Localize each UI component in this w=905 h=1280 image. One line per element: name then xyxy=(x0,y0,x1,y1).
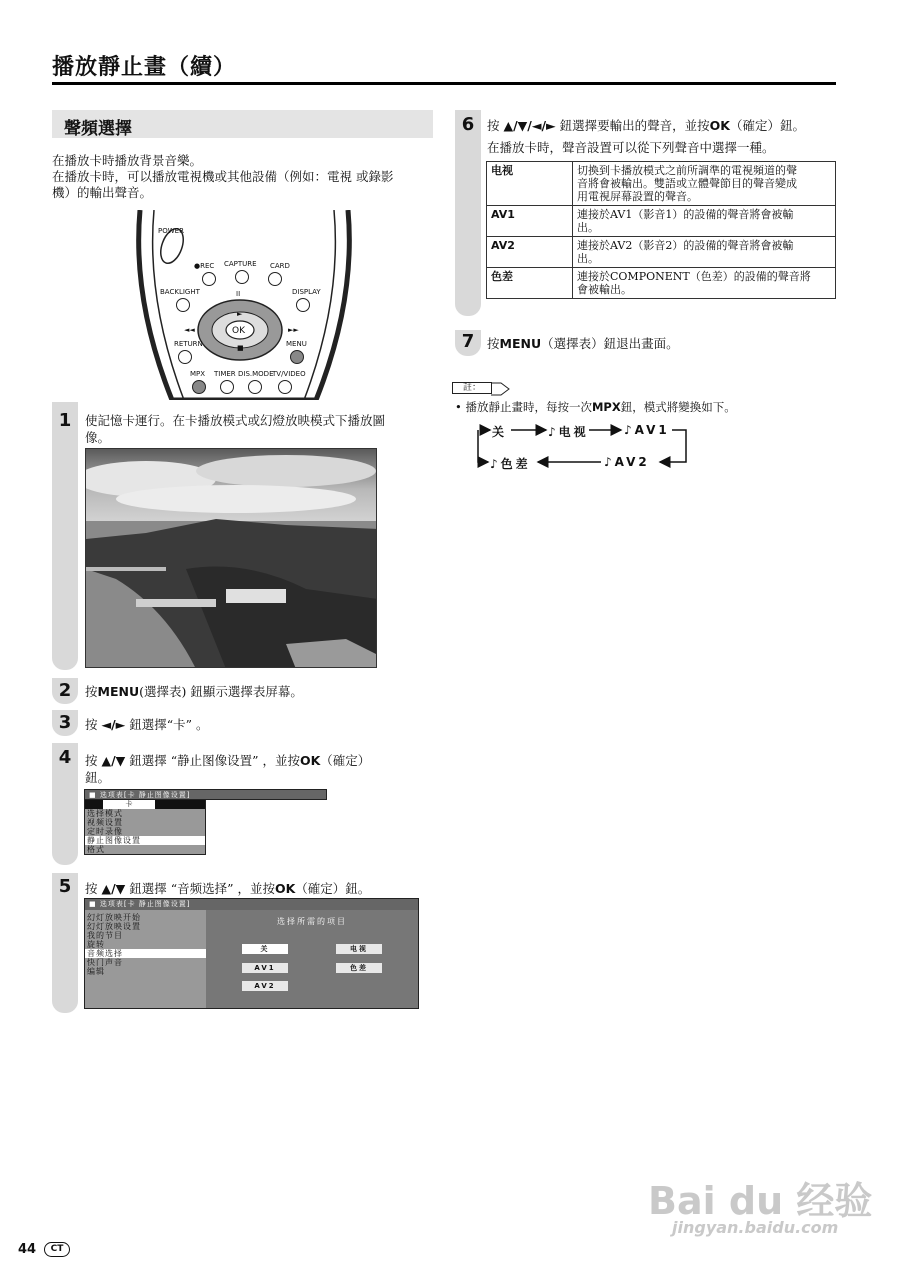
direction-arrows-icon: ▲/▼/◄/► xyxy=(503,118,556,133)
timer-button[interactable] xyxy=(220,380,234,394)
play-icon: ► xyxy=(237,310,243,318)
mpx-label: MPX xyxy=(190,370,206,378)
menu-4-tab-card[interactable]: 卡 xyxy=(103,800,155,809)
up-down-arrow-icon: ▲/▼ xyxy=(101,753,126,768)
table-key: 色差 xyxy=(487,268,573,299)
step-2-text: 按MENU(選擇表) 鈕顯示選擇表屏幕。 xyxy=(85,684,303,699)
menu-5-item-selected[interactable]: 音频选择 xyxy=(85,949,206,958)
section-heading xyxy=(52,110,433,138)
step-7-text: 按MENU（選擇表）鈕退出畫面。 xyxy=(487,336,679,351)
table-key: 电视 xyxy=(487,162,573,206)
card-label: CARD xyxy=(270,262,290,270)
timer-label: TIMER xyxy=(214,370,236,378)
stop-icon: ■ xyxy=(237,344,244,352)
sample-photo xyxy=(85,448,377,668)
menu-4-title: ■ 选项表[卡 静止图像设置] xyxy=(84,789,327,800)
flow-tv: ♪电视 xyxy=(548,425,589,439)
left-right-arrow-icon: ◄/► xyxy=(101,717,126,732)
sound-source-table xyxy=(486,161,836,299)
menu-5-item[interactable]: 编辑 xyxy=(87,967,105,976)
return-button[interactable] xyxy=(178,350,192,364)
menu-4-item[interactable]: 定时录像 xyxy=(87,827,123,836)
return-label: RETURN xyxy=(174,340,203,348)
table-desc: 連接於AV1（影音1）的設備的聲音將會被輸 出。 xyxy=(573,206,836,237)
option-av2[interactable]: AV2 xyxy=(242,981,288,991)
capture-button[interactable] xyxy=(235,270,249,284)
flow-component: ♪色差 xyxy=(490,457,531,471)
step-2-number: 2 xyxy=(58,680,72,701)
step-5-number: 5 xyxy=(58,876,72,897)
table-row xyxy=(487,268,836,299)
table-desc: 切換到卡播放模式之前所調準的電視頻道的聲 音將會被輸出。雙語或立體聲節目的聲音變成 用電視屏幕設置的聲音。 xyxy=(573,162,836,206)
step-3-text: 按 ◄/► 鈕選擇“卡” 。 xyxy=(85,717,209,732)
menu-4-tabbar xyxy=(85,800,205,809)
table-desc: 連接於COMPONENT（色差）的設備的聲音將 會被輸出。 xyxy=(573,268,836,299)
table-desc: 連接於AV2（影音2）的設備的聲音將會被輸 出。 xyxy=(573,237,836,268)
step-6-number: 6 xyxy=(461,114,475,135)
menu-5-item[interactable]: 我的节目 xyxy=(87,931,123,940)
dismode-button[interactable] xyxy=(248,380,262,394)
step-6-bar xyxy=(455,110,481,316)
menu-5-item[interactable]: 幻灯放映开始 xyxy=(87,913,141,922)
table-key: AV1 xyxy=(487,206,573,237)
step-5-text: 按 ▲/▼ 鈕選擇 “音频选择” ，並按OK（確定）鈕。 xyxy=(85,881,371,896)
step-7-number: 7 xyxy=(461,331,475,352)
landscape-image xyxy=(86,449,377,668)
menu-4-item[interactable]: 视频设置 xyxy=(87,818,123,827)
table-row xyxy=(487,206,836,237)
watermark-url: jingyan.baidu.com xyxy=(672,1218,839,1237)
step-4-text: 按 ▲/▼ 鈕選擇 “静止图像设置” ，並按OK（確定） 鈕。 xyxy=(85,753,371,785)
menu-key: MENU xyxy=(499,336,542,351)
up-down-arrow-icon: ▲/▼ xyxy=(101,881,126,896)
option-off[interactable]: 关 xyxy=(242,944,288,954)
pause-icon: II xyxy=(236,290,241,298)
menu-5-item[interactable]: 快门声音 xyxy=(87,958,123,967)
dismode-label: DIS.MODE xyxy=(238,370,274,378)
table-row xyxy=(487,237,836,268)
option-av1[interactable]: AV1 xyxy=(242,963,288,973)
card-button[interactable] xyxy=(268,272,282,286)
menu-4-item[interactable]: 选择模式 xyxy=(87,809,123,818)
menu-screen-4 xyxy=(84,789,327,855)
menu-label: MENU xyxy=(286,340,307,348)
rec-label: ●REC xyxy=(194,262,215,270)
remote-control-illustration xyxy=(132,210,356,400)
watermark-logo: Bai du 经验 xyxy=(648,1179,873,1223)
table-key: AV2 xyxy=(487,237,573,268)
step-1-line-1: 使記憶卡運行。在卡播放模式或幻燈放映模式下播放圖 xyxy=(85,413,386,428)
menu-key: MENU xyxy=(97,684,140,699)
flow-av2: ♪AV2 xyxy=(604,455,650,469)
power-label: POWER xyxy=(158,227,184,235)
menu-screen-5 xyxy=(84,898,419,1009)
page-number: 44 xyxy=(18,1242,37,1257)
note-bullet: • 播放靜止畫時，每按一次MPX鈕，模式將變換如下。 xyxy=(455,400,736,414)
backlight-button[interactable] xyxy=(176,298,190,312)
option-component[interactable]: 色差 xyxy=(336,963,382,973)
flow-off: 关 xyxy=(492,425,508,439)
note-arrow-icon xyxy=(491,382,511,396)
step-3-number: 3 xyxy=(58,712,72,733)
option-tv[interactable]: 电视 xyxy=(336,944,382,954)
mpx-button[interactable] xyxy=(192,380,206,394)
menu-5-list xyxy=(85,910,206,1008)
menu-4-item[interactable]: 格式 xyxy=(87,845,105,854)
step-4-number: 4 xyxy=(58,747,72,768)
step-1-line-2: 像。 xyxy=(85,430,111,445)
ok-label[interactable]: OK xyxy=(232,326,245,336)
menu-5-item[interactable]: 幻灯放映设置 xyxy=(87,922,141,931)
intro-line-1: 在播放卡時播放背景音樂。 xyxy=(52,153,203,168)
menu-4-panel xyxy=(84,800,206,855)
display-button[interactable] xyxy=(296,298,310,312)
fast-forward-icon: ►► xyxy=(288,326,299,334)
section-title: 聲頻選擇 xyxy=(64,119,132,139)
flow-av1: ♪AV1 xyxy=(624,423,670,437)
step-6-text: 按 ▲/▼/◄/► 鈕選擇要輸出的聲音，並按OK（確定）鈕。 在播放卡時，聲音設置可以從下列聲音中選擇一種。 xyxy=(487,118,805,155)
display-label: DISPLAY xyxy=(292,288,321,296)
menu-5-options-panel xyxy=(206,910,418,1008)
menu-5-title: ■ 选项表[卡 静止图像设置] xyxy=(85,899,418,910)
note-label: 註： xyxy=(452,382,492,394)
title-rule xyxy=(52,82,836,85)
intro-line-2: 在播放卡時，可以播放電視機或其他設備（例如：電視 或錄影 xyxy=(52,169,394,184)
menu-5-prompt: 选择所需的项目 xyxy=(277,917,347,926)
step-1-bar xyxy=(52,402,78,670)
language-badge: CT xyxy=(44,1242,70,1257)
page-title: 播放靜止畫（續） xyxy=(52,55,237,80)
intro-line-3: 機）的輸出聲音。 xyxy=(52,185,153,200)
rec-button[interactable] xyxy=(202,272,216,286)
backlight-label: BACKLIGHT xyxy=(160,288,200,296)
rewind-icon: ◄◄ xyxy=(184,326,195,334)
tvvideo-label: TV/VIDEO xyxy=(272,370,306,378)
intro-text xyxy=(52,153,432,201)
menu-button[interactable] xyxy=(290,350,304,364)
table-row xyxy=(487,162,836,206)
step-1-text xyxy=(85,412,425,446)
capture-label: CAPTURE xyxy=(224,260,257,268)
step-1-number: 1 xyxy=(58,410,72,431)
tvvideo-button[interactable] xyxy=(278,380,292,394)
menu-4-item-selected[interactable]: 静止图像设置 xyxy=(85,836,205,845)
menu-5-item[interactable]: 旋转 xyxy=(87,940,105,949)
